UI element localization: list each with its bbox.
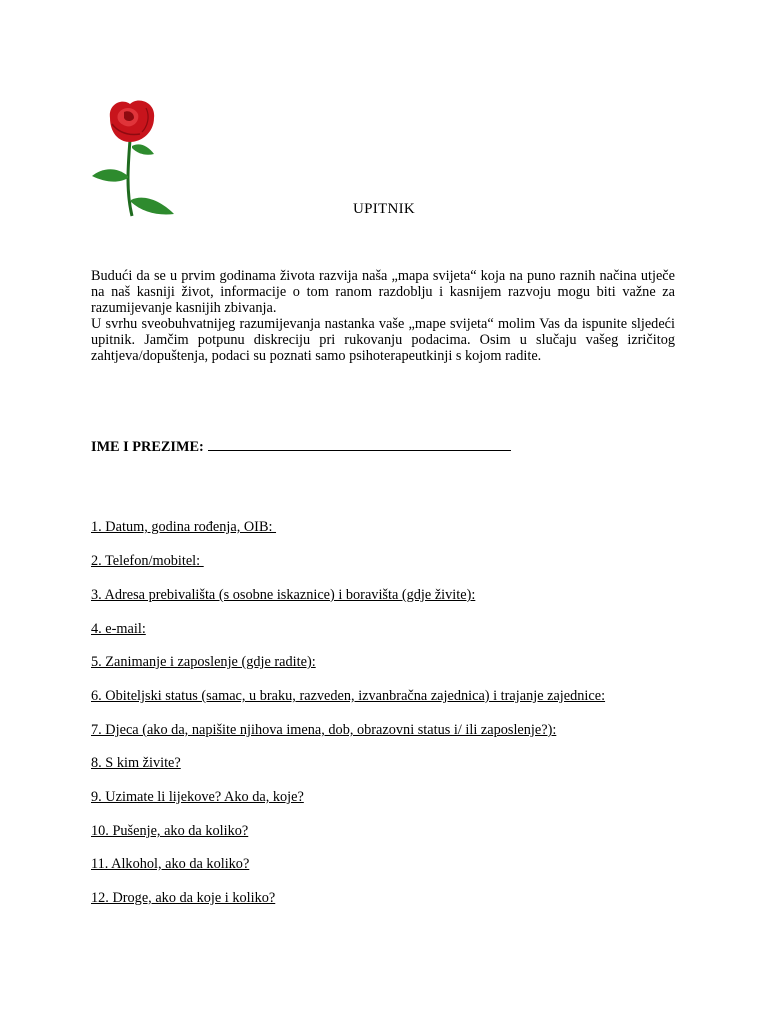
question-7: 7. Djeca (ako da, napišite njihova imena, dob, obrazovni status i/ ili zaposlenje?): [91,722,557,738]
question-5: 5. Zanimanje i zaposlenje (gdje radite): [91,654,316,670]
question-6: 6. Obiteljski status (samac, u braku, razveden, izvanbračna zajednica) i trajanje zajednice: [91,688,606,704]
question-10: 10. Pušenje, ako da koliko? [91,823,249,839]
question-1: 1. Datum, godina rođenja, OIB: [91,519,277,535]
intro-text [91,268,675,364]
question-3: 3. Adresa prebivališta (s osobne iskaznice) i boravišta (gdje živite): [91,587,476,603]
page-title: UPITNIK [352,201,416,217]
name-field-label: IME I PREZIME: [91,439,204,455]
intro-paragraph-2: U svrhu sveobuhvatnijeg razumijevanja nastanka vaše „mape svijeta“ molim Vas da ispunite sljedeći upitnik. Jamčim potpunu diskreciju pri rukovanju podacima. Osim u slučaju vašeg izričitog zahtjeva/dopuštenja, podaci su poznati samo psihoterapeutkinji s kojom radite. [91,316,675,364]
question-8: 8. S kim živite? [91,755,181,771]
question-4: 4. e-mail: [91,621,146,637]
question-9: 9. Uzimate li lijekove? Ako da, koje? [91,789,304,805]
question-11: 11. Alkohol, ako da koliko? [91,856,250,872]
question-2: 2. Telefon/mobitel: [91,553,204,569]
question-12: 12. Droge, ako da koje i koliko? [91,890,276,906]
name-field-blank[interactable] [208,437,511,451]
name-field [91,437,511,456]
intro-paragraph-1: Budući da se u prvim godinama života razvija naša „mapa svijeta“ koja na puno raznih načina utječe na naš kasniji život, informacije o tom ranom razdoblju i kasnijem razvoju mogu biti važne za razumijevanje kasnijih zbivanja. [91,268,675,316]
